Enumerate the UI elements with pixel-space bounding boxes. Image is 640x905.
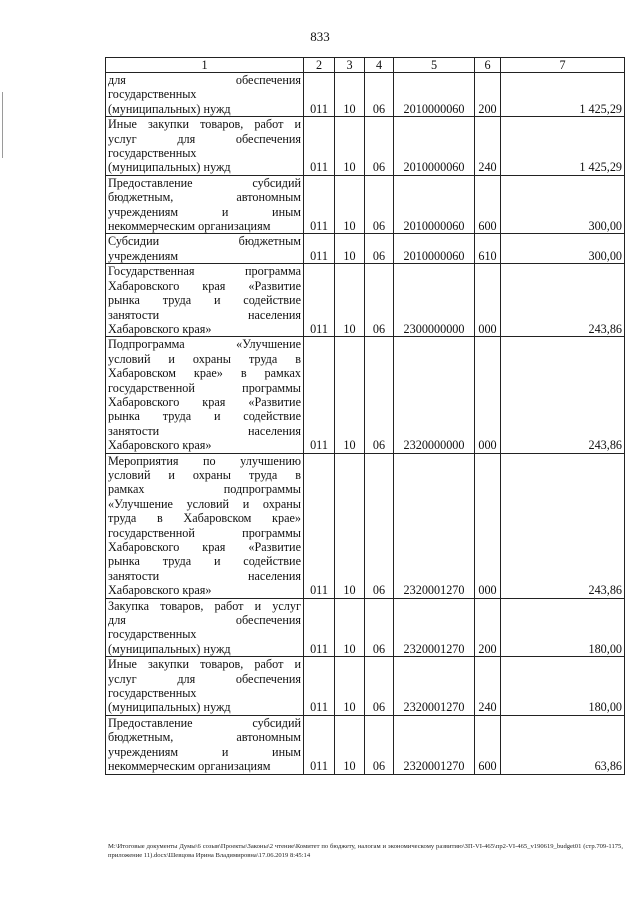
subsection-code-cell: 06 [365, 73, 394, 117]
target-article-cell: 2010000060 [394, 234, 475, 264]
target-article-cell: 2320001270 [394, 657, 475, 716]
item-name-line: некоммерческим организациям [108, 219, 271, 234]
item-name-line: некоммерческим организациям [108, 759, 271, 774]
table-row [106, 234, 625, 264]
subsection-code-cell: 06 [365, 715, 394, 774]
item-name-line: государственных [108, 146, 197, 161]
amount-cell: 300,00 [501, 175, 625, 234]
item-name-line: рынка труда и содействие [108, 293, 301, 308]
target-article-cell: 2010000060 [394, 117, 475, 176]
item-name-cell [106, 598, 304, 657]
ministry-code-cell: 011 [304, 175, 335, 234]
item-name-cell [106, 234, 304, 264]
item-name-line: труда в Хабаровском крае» [108, 511, 301, 526]
item-name-line: (муниципальных) нужд [108, 700, 231, 715]
table-row [106, 117, 625, 176]
table-row [106, 598, 625, 657]
target-article-cell: 2320001270 [394, 453, 475, 598]
item-name-line: (муниципальных) нужд [108, 101, 231, 116]
expense-type-cell: 600 [475, 715, 501, 774]
item-name-cell [106, 117, 304, 176]
subsection-code-cell: 06 [365, 657, 394, 716]
amount-cell: 1 425,29 [501, 73, 625, 117]
item-name-cell [106, 657, 304, 716]
item-name-cell [106, 337, 304, 453]
subsection-code-cell: 06 [365, 264, 394, 337]
item-name-line: Хабаровского края «Развитие [108, 278, 301, 293]
table-row [106, 264, 625, 337]
table-row [106, 715, 625, 774]
target-article-cell: 2320000000 [394, 337, 475, 453]
header-col-3: 3 [335, 58, 365, 73]
item-name-line: услуг для обеспечения [108, 131, 301, 146]
amount-cell: 63,86 [501, 715, 625, 774]
amount-cell: 243,86 [501, 337, 625, 453]
subsection-code-cell: 06 [365, 453, 394, 598]
subsection-code-cell: 06 [365, 234, 394, 264]
target-article-cell: 2320001270 [394, 715, 475, 774]
header-col-5: 5 [394, 58, 475, 73]
item-name-line: Хабаровского края» [108, 438, 212, 453]
item-name-line: Хабаровского края» [108, 321, 212, 336]
item-name-line: государственной программы [108, 380, 301, 395]
margin-mark [2, 92, 3, 158]
item-name-line: государственных [108, 87, 197, 102]
item-name-line: Хабаровского края «Развитие [108, 540, 301, 554]
amount-cell: 300,00 [501, 234, 625, 264]
table-row [106, 175, 625, 234]
item-name-line: рынка труда и содействие [108, 409, 301, 424]
target-article-cell: 2010000060 [394, 73, 475, 117]
item-name-line: Подпрограмма «Улучшение [108, 337, 301, 352]
item-name-line: Мероприятия по улучшению [108, 453, 301, 468]
header-col-1: 1 [106, 58, 304, 73]
target-article-cell: 2300000000 [394, 264, 475, 337]
section-code-cell: 10 [335, 264, 365, 337]
amount-cell: 243,86 [501, 264, 625, 337]
item-name-line: Субсидии бюджетным [108, 234, 301, 249]
item-name-line: занятости населения [108, 307, 301, 322]
subsection-code-cell: 06 [365, 337, 394, 453]
item-name-line: Хабаровского края» [108, 583, 212, 598]
item-name-line: (муниципальных) нужд [108, 160, 231, 175]
item-name-line: Предоставление субсидий [108, 175, 301, 190]
section-code-cell: 10 [335, 598, 365, 657]
section-code-cell: 10 [335, 657, 365, 716]
item-name-line: государственных [108, 627, 197, 642]
item-name-line: Иные закупки товаров, работ и [108, 657, 301, 672]
section-code-cell: 10 [335, 117, 365, 176]
expense-type-cell: 200 [475, 73, 501, 117]
document-footer-path: M:\Итоговые документы Думы\6 созыв\Проекты\Законы\2 чтение\Комитет по бюджету, налогам и экономическому развитию\ЗП-VI-465\пр2-VI-465_v190619_budget01 (стр.709-1175, приложение 11).docx\Шевцова Ирина Владимировна\17.06.2019 8:45:14 [108, 843, 623, 859]
item-name-line: занятости населения [108, 423, 301, 438]
expense-type-cell: 000 [475, 337, 501, 453]
table-row [106, 453, 625, 598]
item-name-line: условий и охраны труда в [108, 467, 301, 482]
section-code-cell: 10 [335, 715, 365, 774]
expense-type-cell: 610 [475, 234, 501, 264]
amount-cell: 180,00 [501, 598, 625, 657]
item-name-line: Иные закупки товаров, работ и [108, 117, 301, 132]
subsection-code-cell: 06 [365, 175, 394, 234]
target-article-cell: 2320001270 [394, 598, 475, 657]
item-name-line: (муниципальных) нужд [108, 641, 231, 656]
item-name-cell [106, 453, 304, 598]
budget-table [105, 57, 625, 775]
header-col-4: 4 [365, 58, 394, 73]
page-number: 833 [310, 29, 330, 44]
item-name-line: Предоставление субсидий [108, 715, 301, 730]
header-col-2: 2 [304, 58, 335, 73]
expense-type-cell: 000 [475, 453, 501, 598]
item-name-line: бюджетным, автономным [108, 730, 301, 745]
item-name-line: государственной программы [108, 525, 301, 540]
section-code-cell: 10 [335, 234, 365, 264]
table-row [106, 73, 625, 117]
ministry-code-cell: 011 [304, 657, 335, 716]
item-name-line: рамках подпрограммы [108, 482, 301, 497]
ministry-code-cell: 011 [304, 234, 335, 264]
target-article-cell: 2010000060 [394, 175, 475, 234]
section-code-cell: 10 [335, 337, 365, 453]
ministry-code-cell: 011 [304, 598, 335, 657]
ministry-code-cell: 011 [304, 337, 335, 453]
expense-type-cell: 240 [475, 117, 501, 176]
table-row [106, 657, 625, 716]
header-col-6: 6 [475, 58, 501, 73]
item-name-cell [106, 73, 304, 117]
item-name-line: бюджетным, автономным [108, 190, 301, 205]
item-name-line: Хабаровском крае» в рамках [108, 366, 301, 381]
item-name-line: Закупка товаров, работ и услуг [108, 598, 301, 613]
item-name-line: для обеспечения [108, 613, 301, 628]
expense-type-cell: 000 [475, 264, 501, 337]
item-name-line: Хабаровского края «Развитие [108, 394, 301, 409]
amount-cell: 243,86 [501, 453, 625, 598]
ministry-code-cell: 011 [304, 73, 335, 117]
table-body [106, 73, 625, 775]
item-name-line: учреждениям и иным [108, 744, 301, 759]
item-name-line: условий и охраны труда в [108, 351, 301, 366]
table-header-row [106, 58, 625, 73]
section-code-cell: 10 [335, 175, 365, 234]
expense-type-cell: 200 [475, 598, 501, 657]
header-col-7: 7 [501, 58, 625, 73]
item-name-line: учреждениям и иным [108, 204, 301, 219]
amount-cell: 180,00 [501, 657, 625, 716]
ministry-code-cell: 011 [304, 264, 335, 337]
item-name-line: услуг для обеспечения [108, 671, 301, 686]
subsection-code-cell: 06 [365, 117, 394, 176]
item-name-line: «Улучшение условий и охраны [108, 496, 301, 511]
ministry-code-cell: 011 [304, 117, 335, 176]
section-code-cell: 10 [335, 73, 365, 117]
item-name-line: Государственная программа [108, 264, 301, 279]
item-name-line: рынка труда и содействие [108, 554, 301, 569]
item-name-line: учреждениям [108, 248, 179, 263]
item-name-line: занятости населения [108, 568, 301, 583]
amount-cell: 1 425,29 [501, 117, 625, 176]
ministry-code-cell: 011 [304, 715, 335, 774]
ministry-code-cell: 011 [304, 453, 335, 598]
item-name-cell [106, 175, 304, 234]
item-name-cell [106, 715, 304, 774]
item-name-cell [106, 264, 304, 337]
item-name-line: для обеспечения [108, 73, 301, 87]
section-code-cell: 10 [335, 453, 365, 598]
expense-type-cell: 240 [475, 657, 501, 716]
subsection-code-cell: 06 [365, 598, 394, 657]
table-row [106, 337, 625, 453]
expense-type-cell: 600 [475, 175, 501, 234]
item-name-line: государственных [108, 686, 197, 701]
